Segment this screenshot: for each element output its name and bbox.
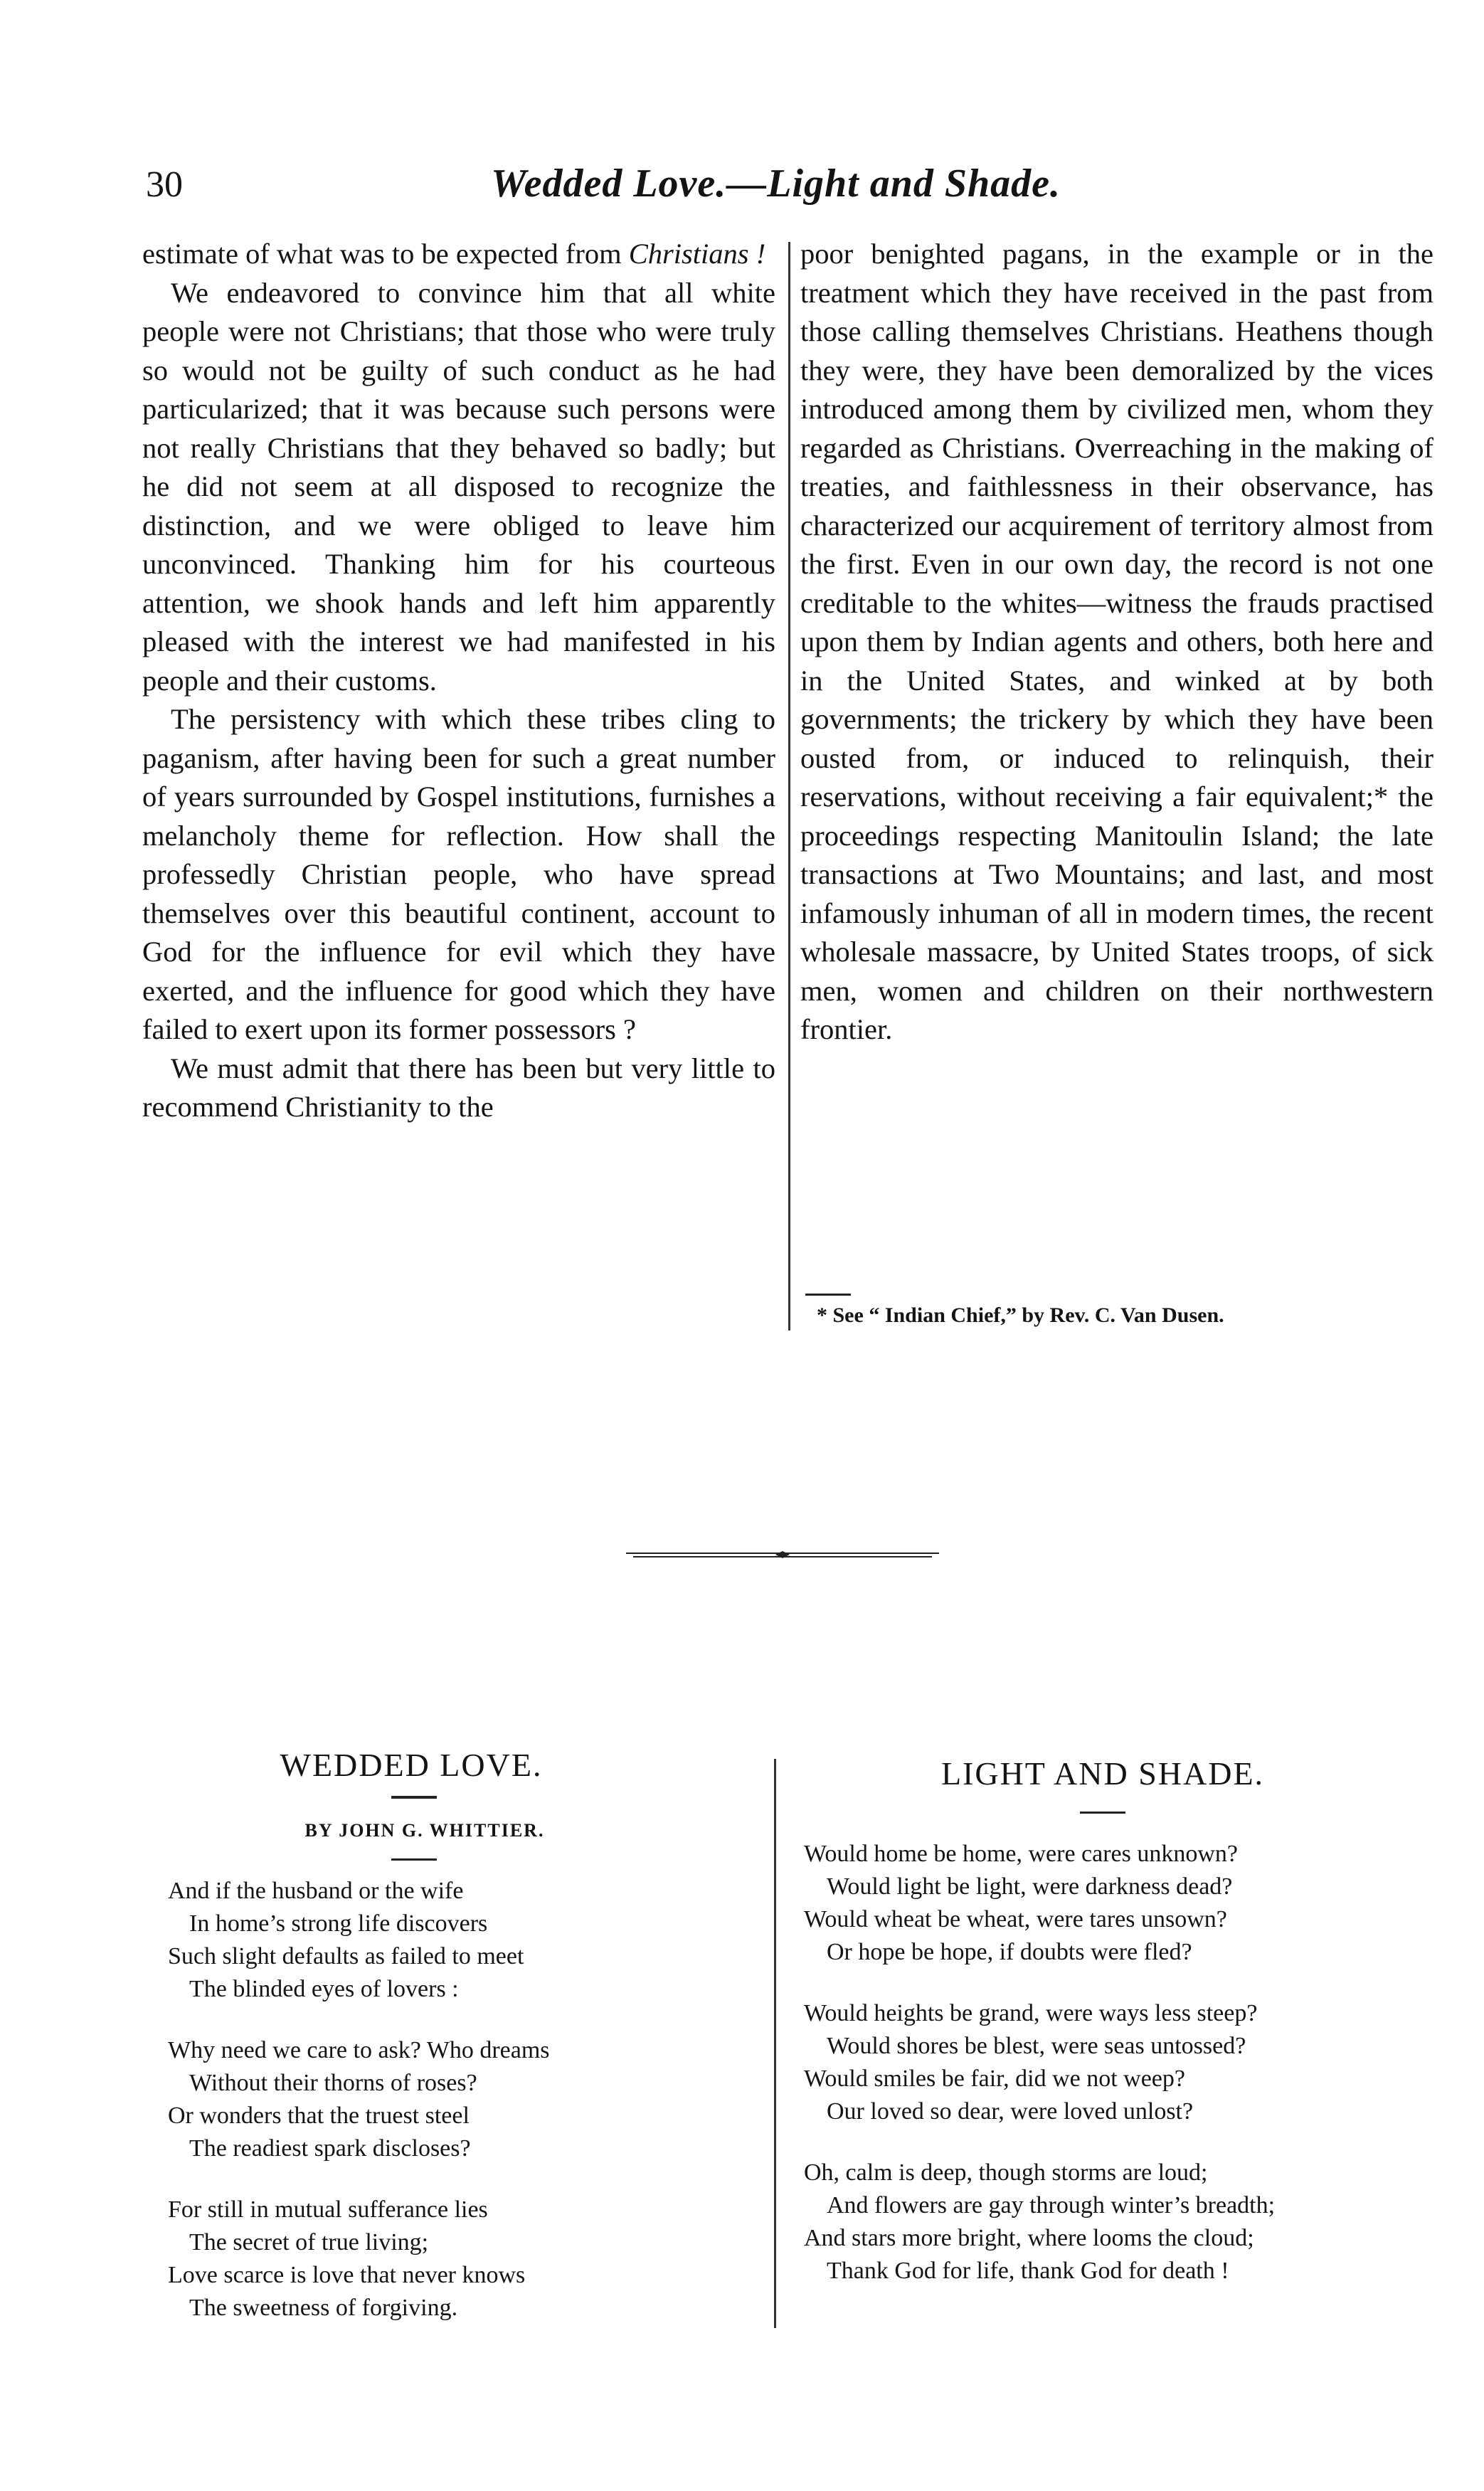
poem-column-divider bbox=[774, 1759, 776, 2328]
poem-line: The sweetness of forgiving. bbox=[189, 2295, 458, 2321]
stanza bbox=[168, 2194, 709, 2325]
title-rule bbox=[1080, 1812, 1125, 1814]
stanza bbox=[168, 2034, 709, 2165]
byline-rule bbox=[391, 1858, 437, 1861]
prose-column-right bbox=[800, 235, 1433, 1049]
paragraph: The persistency with which these tribes cling to paganism, after having been for such a great number of years surrounded by Gospel institutions, furnishes a melancholy theme for reflection. How shall the professedly Christian people, who have spread themselves over this beautiful continent, account to God for the influence for evil which they have exerted, and the influence for good which they have failed to exert upon its former possessors ? bbox=[142, 703, 775, 1045]
poem-byline: BY JOHN G. WHITTIER. bbox=[304, 1820, 545, 1841]
poem-line: And flowers are gay through winter’s breadth; bbox=[827, 2192, 1276, 2218]
poem-line: Would heights be grand, were ways less steep? bbox=[804, 2000, 1258, 2026]
poem-line: Love scarce is love that never knows bbox=[168, 2262, 526, 2288]
poem-line: Oh, calm is deep, though storms are loud; bbox=[804, 2159, 1208, 2186]
poem-line: Would light be light, were darkness dead? bbox=[827, 1873, 1233, 1900]
poem-stanzas bbox=[168, 1875, 709, 2325]
poem-line: Without their thorns of roses? bbox=[189, 2070, 477, 2096]
paragraph: poor benighted pagans, in the example or in the treatment which they have received in the past from those calling themselves Christians. Heathens though they were, they have been demoralized by the vices introduced among them by civilized men, whom they regarded as Christians. Overreaching in the making of treaties, and faithlessness in their observance, has characterized our acquirement of territory almost from the first. Even in our own day, the record is not one creditable to the whites—witness the frauds practised upon them by Indian agents and others, both here and in the United States, and winked at by both governments; the trickery by which they have been ousted from, or induced to relinquish, their reservations, without receiving a fair equivalent;* the proceedings respecting Manitoulin Island; the late transactions at Two Mountains; and last, and most infamously inhuman of all in modern times, the recent wholesale massacre, by United States troops, of sick men, women and children on their northwestern frontier. bbox=[800, 238, 1433, 1045]
footnote: * See “ Indian Chief,” by Rev. C. Van Dusen. bbox=[817, 1303, 1224, 1327]
poem-line: Thank God for life, thank God for death ! bbox=[827, 2258, 1229, 2284]
running-title: Wedded Love.—Light and Shade. bbox=[491, 162, 1061, 206]
poem-line: Or wonders that the truest steel bbox=[168, 2103, 470, 2129]
paragraph: estimate of what was to be expected from Christians ! bbox=[142, 238, 766, 270]
poem-line: The readiest spark discloses? bbox=[189, 2135, 471, 2162]
poem-line: And if the husband or the wife bbox=[168, 1878, 464, 1904]
poem-line: Would home be home, were cares unknown? bbox=[804, 1841, 1239, 1867]
poem-light-and-shade bbox=[804, 1757, 1387, 2316]
page-number: 30 bbox=[146, 164, 183, 205]
stanza bbox=[804, 2157, 1387, 2288]
stanza bbox=[804, 1997, 1387, 2128]
poem-wedded-love bbox=[168, 1749, 709, 2353]
poem-line: And stars more bright, where looms the cloud; bbox=[804, 2225, 1254, 2251]
title-rule bbox=[391, 1796, 437, 1799]
poem-line: For still in mutual sufferance lies bbox=[168, 2196, 488, 2223]
poem-stanzas bbox=[804, 1838, 1387, 2288]
poem-line: Would shores be blest, were seas untossed? bbox=[827, 2033, 1246, 2059]
footnote-rule bbox=[805, 1294, 851, 1296]
prose-column-left bbox=[142, 235, 775, 1127]
poem-line: Our loved so dear, were loved unlost? bbox=[827, 2098, 1194, 2125]
poem-line: Or hope be hope, if doubts were fled? bbox=[827, 1939, 1192, 1965]
poem-line: The secret of true living; bbox=[189, 2229, 429, 2255]
page-header bbox=[0, 155, 1484, 212]
poem-title: WEDDED LOVE. bbox=[280, 1747, 543, 1783]
section-ornament bbox=[626, 1548, 939, 1562]
stanza bbox=[168, 1875, 709, 2006]
poem-line: Such slight defaults as failed to meet bbox=[168, 1943, 524, 1969]
paragraph: We endeavored to convince him that all white people were not Christians; that those who were truly so would not be guilty of such conduct as he had particularized; that it was because such persons were not really Christians that they behaved so badly; but he did not seem at all disposed to recognize the distinction, and we were obliged to leave him unconvinced. Thanking him for his courteous attention, we shook hands and left him apparently pleased with the interest we had manifested in his people and their customs. bbox=[142, 276, 775, 697]
poem-line: In home’s strong life discovers bbox=[189, 1910, 488, 1937]
column-divider bbox=[788, 242, 790, 1331]
poem-line: Would wheat be wheat, were tares unsown? bbox=[804, 1906, 1227, 1932]
poem-line: Why need we care to ask? Who dreams bbox=[168, 2037, 550, 2063]
stanza bbox=[804, 1838, 1387, 1969]
poem-title: LIGHT AND SHADE. bbox=[940, 1755, 1265, 1792]
poem-line: The blinded eyes of lovers : bbox=[189, 1976, 459, 2002]
paragraph: We must admit that there has been but very little to recommend Christianity to the bbox=[142, 1052, 775, 1123]
poem-line: Would smiles be fair, did we not weep? bbox=[804, 2066, 1185, 2092]
